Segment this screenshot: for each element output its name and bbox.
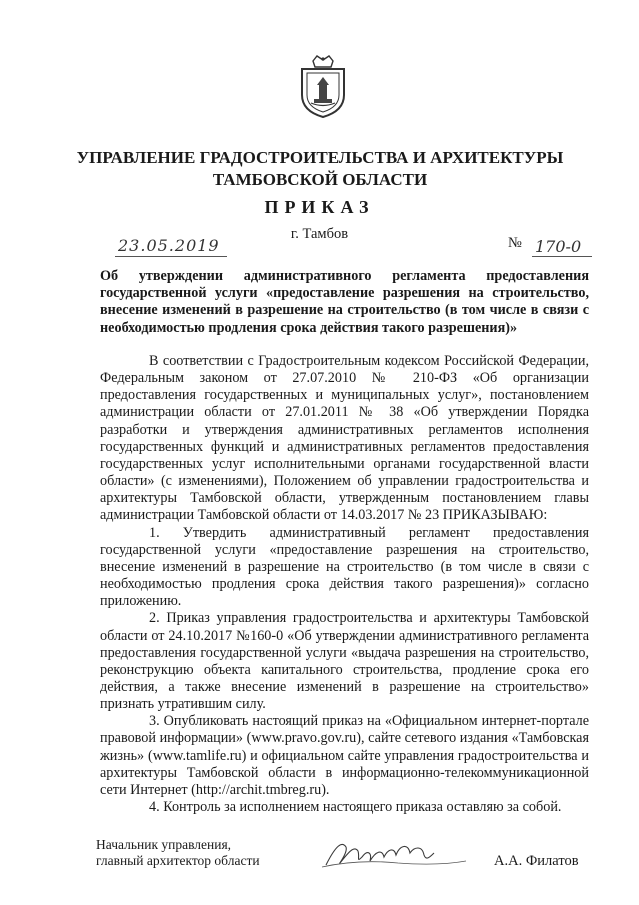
order-subject: Об утверждении административного регламента предоставления государственной услуги «предоставление разрешения на строительство, внесение изменений в разрешение на строительство (в том числе в связи с необходимостью продления срока действия такого разрешения)» [100, 268, 589, 336]
city: г. Тамбов [290, 226, 349, 242]
body-paragraph-item-1: 1. Утвердить административный регламент предоставления государственной услуги «предоставление разрешения на строительство, внесение изменений в разрешение на строительство (в том числе в связи с необходимостью продления срока действия такого разрешения)» согласно приложению. [100, 524, 589, 610]
document-number-label: № [508, 235, 522, 251]
body-paragraph-preamble: В соответствии с Градостроительным кодексом Российской Федерации, Федеральным законом от 27.07.2010 № 210-ФЗ «Об организации предоставления государственных и муниципальных услуг», постановлением администрации области от 27.01.2011 № 38 «Об утверждении Порядка разработки и утверждения административных регламентов исполнения государственных функций и административных регламентов предоставления государственных услуг исполнительными органами государственной власти области» (с изменениями), Положением об управлении градостроительства и архитектуры Тамбовской области, утвержденным постановлением главы администрации Тамбовской области от 14.03.2017 № 23 ПРИКАЗЫВАЮ: [100, 353, 589, 524]
document-number: 170-0 [535, 237, 582, 256]
organization-line-2: ТАМБОВСКОЙ ОБЛАСТИ [212, 170, 428, 189]
signatory-position [96, 837, 260, 868]
document-date: 23.05.2019 [118, 236, 220, 255]
number-underline [532, 256, 592, 257]
organization-name [60, 147, 580, 191]
order-body [100, 353, 589, 816]
body-paragraph-item-2: 2. Приказ управления градостроительства и архитектуры Тамбовской области от 24.10.2017 №160-0 «Об утверждении административного регламента предоставления государственной услуги «выдача разрешения на строительство, реконструкцию объекта капитального строительства, продление срока его действия, а также внесение изменений в разрешение на строительство» признать утратившим силу. [100, 610, 589, 713]
signatory-name: А.А. Филатов [494, 853, 579, 869]
organization-line-1: УПРАВЛЕНИЕ ГРАДОСТРОИТЕЛЬСТВА И АРХИТЕКТУРЫ [76, 148, 564, 167]
signatory-position-line-2: главный архитектор области [96, 852, 260, 868]
coat-of-arms-icon [297, 55, 349, 119]
date-underline [115, 256, 227, 257]
signatory-position-line-1: Начальник управления, [96, 837, 232, 852]
handwritten-signature-icon [318, 835, 468, 875]
body-paragraph-item-4: 4. Контроль за исполнением настоящего приказа оставляю за собой. [149, 799, 562, 816]
document-type-title: ПРИКАЗ [264, 197, 375, 217]
body-paragraph-item-3: 3. Опубликовать настоящий приказ на «Официальном интернет-портале правовой информации» (www.pravo.gov.ru), сайте сетевого издания «Тамбовская жизнь» (www.tamlife.ru) и официальном сайте управления градостроительства и архитектуры Тамбовской области в информационно-телекоммуникационной сети Интернет (http://archit.tmbreg.ru). [100, 713, 589, 798]
